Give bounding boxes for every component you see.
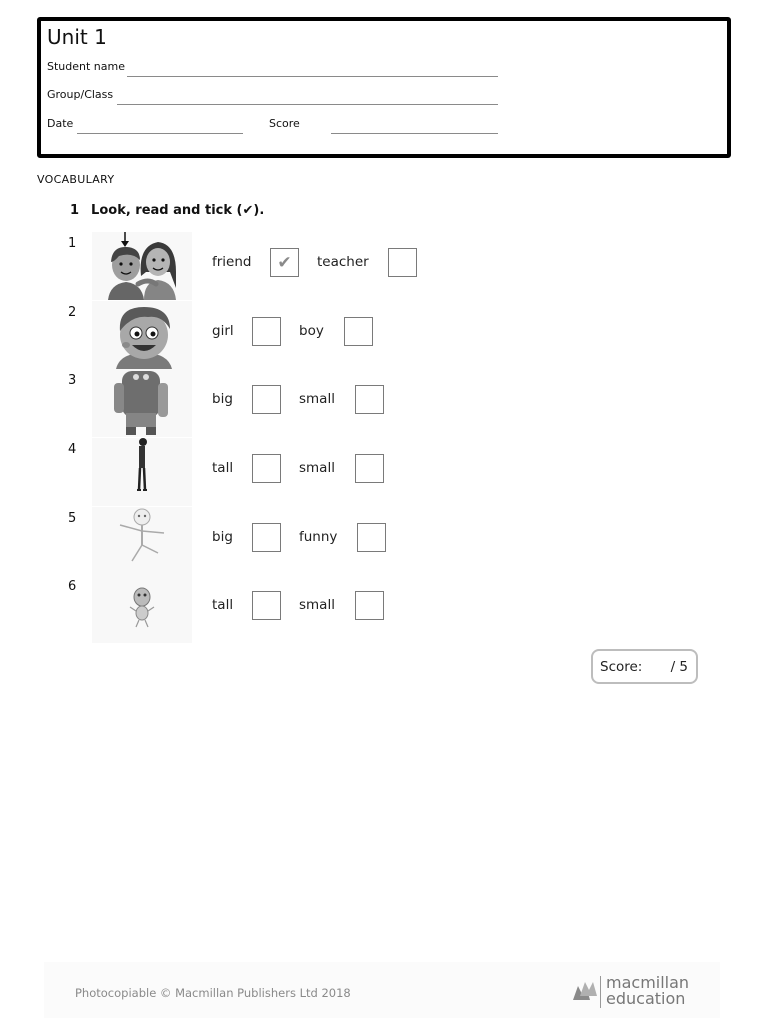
macmillan-logo-icon bbox=[572, 980, 598, 1002]
tick-box-teacher[interactable] bbox=[388, 248, 417, 277]
group-class-field[interactable] bbox=[117, 104, 498, 105]
student-name-field[interactable] bbox=[127, 76, 498, 77]
logo-wordmark: macmillan education bbox=[606, 973, 690, 1008]
item-number: 4 bbox=[68, 442, 77, 457]
friends-picture-icon bbox=[92, 232, 192, 300]
item-number: 5 bbox=[68, 511, 77, 526]
option-word: funny bbox=[299, 529, 338, 545]
option-word: small bbox=[299, 460, 335, 476]
exercise-item bbox=[68, 305, 468, 371]
tick-box-big[interactable] bbox=[252, 523, 281, 552]
score-label: Score bbox=[269, 117, 300, 130]
tick-box-small[interactable] bbox=[355, 591, 384, 620]
score-box-label: Score: bbox=[600, 659, 643, 675]
exercise-item bbox=[68, 236, 468, 302]
section-label: VOCABULARY bbox=[37, 173, 115, 186]
tick-box-small[interactable] bbox=[355, 385, 384, 414]
small-creature-picture-icon bbox=[92, 575, 192, 643]
exercise-item bbox=[68, 579, 468, 645]
item-number: 1 bbox=[68, 236, 77, 251]
logo-divider bbox=[600, 976, 601, 1008]
exercise-score-box bbox=[591, 649, 698, 684]
tick-box-small[interactable] bbox=[355, 454, 384, 483]
instruction-text: Look, read and tick (✔). bbox=[91, 203, 265, 218]
score-field[interactable] bbox=[331, 133, 498, 134]
student-name-label: Student name bbox=[47, 60, 125, 73]
exercise-item bbox=[68, 511, 468, 577]
option-word: friend bbox=[212, 254, 252, 270]
option-word: tall bbox=[212, 460, 234, 476]
unit-title: Unit 1 bbox=[47, 25, 107, 49]
option-word: boy bbox=[299, 323, 324, 339]
option-word: tall bbox=[212, 597, 234, 613]
option-word: big bbox=[212, 529, 233, 545]
option-word: big bbox=[212, 391, 233, 407]
tick-box-boy[interactable] bbox=[344, 317, 373, 346]
macmillan-logo bbox=[572, 974, 702, 1010]
page-footer bbox=[44, 962, 720, 1018]
tick-box-friend[interactable] bbox=[270, 248, 299, 277]
option-word: small bbox=[299, 597, 335, 613]
item-number: 6 bbox=[68, 579, 77, 594]
student-info-box bbox=[37, 17, 731, 158]
exercise-item bbox=[68, 373, 468, 439]
tick-box-funny[interactable] bbox=[357, 523, 386, 552]
tick-mark-icon: ✔ bbox=[277, 252, 292, 273]
option-word: girl bbox=[212, 323, 234, 339]
exercise-number: 1 bbox=[70, 203, 80, 218]
item-number: 3 bbox=[68, 373, 77, 388]
funny-creature-picture-icon bbox=[92, 507, 192, 575]
option-word: small bbox=[299, 391, 335, 407]
score-box-total: / 5 bbox=[670, 659, 688, 675]
exercise-item bbox=[68, 442, 468, 508]
copyright-text: Photocopiable © Macmillan Publishers Ltd 2018 bbox=[75, 986, 351, 1000]
date-label: Date bbox=[47, 117, 74, 130]
exercise-instruction bbox=[70, 203, 264, 218]
tick-box-tall[interactable] bbox=[252, 591, 281, 620]
item-number: 2 bbox=[68, 305, 77, 320]
tick-box-girl[interactable] bbox=[252, 317, 281, 346]
tick-box-tall[interactable] bbox=[252, 454, 281, 483]
group-class-label: Group/Class bbox=[47, 88, 114, 101]
tall-figure-picture-icon bbox=[92, 438, 192, 506]
date-field[interactable] bbox=[77, 133, 243, 134]
tick-box-big[interactable] bbox=[252, 385, 281, 414]
boy-picture-icon bbox=[92, 301, 192, 369]
option-word: teacher bbox=[317, 254, 369, 270]
big-creature-picture-icon bbox=[92, 369, 192, 437]
